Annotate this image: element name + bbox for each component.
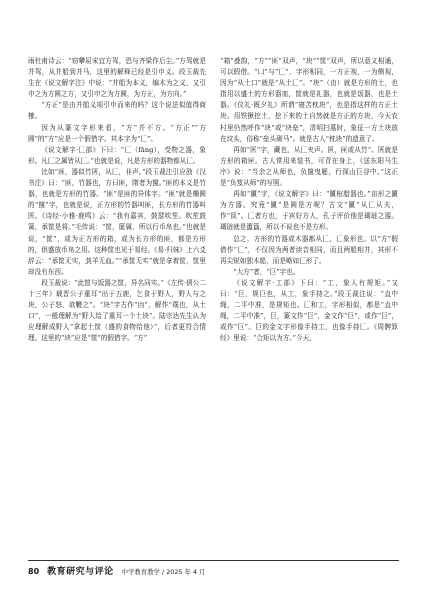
paragraph: 再如“匧”字，藏也，从匚夹声。匧，匣或从竹”。匧就是方形的箱匣。古人常用来装书，可背在身上，《送东阳马生序》说：“当余之从师也，负箧曳屣，行深山巨谷中。”这正是“负笈从师”的写照。 xyxy=(220,145,398,188)
page-footer xyxy=(28,560,399,577)
paragraph: “大方”者，“巨”字也。 xyxy=(233,267,300,276)
left-column xyxy=(28,56,206,344)
paragraph: 总之，方形的竹器或木器都从匚，匚象形也。以“方”假借作“匚”，不仅因为两者读音相同，而且两船相并，其形不再尖锐如独木船，而是略如匚形了。 xyxy=(220,234,398,265)
page-number: 80 xyxy=(28,567,40,576)
paragraph: 再如“匵”字，《说文解字》曰：“匵棺腊器也。”亩形之匵为方器。究竟“匵”是圆是方呢？古文“匵”从匚从夫，作“匩”。匚者方也，于宾好方人，孔子评价他是瑚琏之器。瑚琏就是簠簋，所以不说也不是方形。 xyxy=(220,190,398,232)
paragraph: 《说文解字·匚部》下曰：“匚（fāng），受物之器，象形。凡匚之属皆从匚。”也就是说，凡是方形的器物都从匚。 xyxy=(28,145,206,165)
paragraph: 因为从篆文字形来看，“方”并不方。“方正”“方圆”的“方”应是一个假借字。其本字为“匚”。 xyxy=(28,123,206,143)
paragraph: 比如“匪，器似竹匧，从匚，非声。”段玉裁注引应劭《汉书注》曰：“匪，竹器也，方曰匪，隋者为箧。”匪的本义是竹器，也就是方形的竹器。“匪”是匪的异体字。“匪”就是椭圆的“箧”字，也就是说，正方形的竹器叫匪，长方形的竹器叫匧。《诗经·小雅·鹿鸣》云：“我有嘉宾，鼓瑟吹笙。吹笙鼓簧，承筐是将。”毛传说：“筐，篚属，所以行币帛也。”也就是说，“筐”，或为正方形的箱，或为长方形的匪，都是方形的，供盛放币帛之用。这种筐也见于易经。《易·归妹》上六爻辞云：“承筐无实，刲羊无血。”“承筐无实”就是拿着筐，筐里却没有东西。 xyxy=(28,167,206,276)
paragraph: “方正”是由并船义项引申而来的吗？这个说法似值得商榷。 xyxy=(28,101,206,121)
issue-info: 中学教育教学 / 2025 年 4 月 xyxy=(121,568,206,576)
journal-title: 教育研究与评论 xyxy=(47,567,114,577)
paragraph: “箱”叠韵，“方”“匪”双声，“块”“筐”双声，所以意义相通，可以假借。“凵”与“匚”，字形相同，一方正视，一为侧视，因为“从土口”就是“从土匚”。“块”（由）就是方形的土，也指用以盛土的方形器皿，筐就是礼器，也就是饭器，也是土器。《仪礼·既夕礼》所谓“寝苫枕块”，也是指这样的方正土块。用铁锹挖土，挖下来的土自然就是方正的方块，今天农村里仍然呼作“块”或“块垒”，清明扫墓时，象征一方土块放在坟头，俗称“垒头砌马”。就是古人“枕块”的遗意了。 xyxy=(220,57,398,143)
paragraph: 雨杜甫诗云：“窃攀屈宋宜方驾，恐与齐梁作后尘。”方驾就是并驾，从并船到并马，这里的解释已经是引申义。段玉裁先生在《说文解字注》中说：“并船为本义，编木为之义，又引申之为方圆之方，又引申之为方圆，为方正，为方向。” xyxy=(28,57,206,99)
right-column xyxy=(220,56,398,344)
paragraph: 段玉裁说：“此筐与饭器之筐，异名同实。”《左传·僖公二十三年》载晋公子重耳“出于五鹿，乞食于野人，野人与之块，公子怒，欲鞭之”。“块”字古作“凷”，解作“璞也，从土口”，一般理解为“野人给了重耳一个土块”。陆宗达先生认为应理解成野人“拿起土筐（盛的食物给他）”，后者更符合情理。这里的“块”应是“筐”的假借字。“方” xyxy=(28,278,206,343)
paragraph: 《说文解字·工部》下曰：“工，象人有规矩。”又曰：“巨，规巨也，从工，象手持之。”段玉裁注说：“直中绳，二平中准，是规矩也。匚和工，字形相似，都是“直中绳，二平中准”，巨，篆文作“巨”，金文作“巨”，或作“巨”，或作“巨”。巨的金文字形像手持工，也像手持匚。《周髀算经》里说：“合矩以为方。”今天， xyxy=(220,278,398,343)
